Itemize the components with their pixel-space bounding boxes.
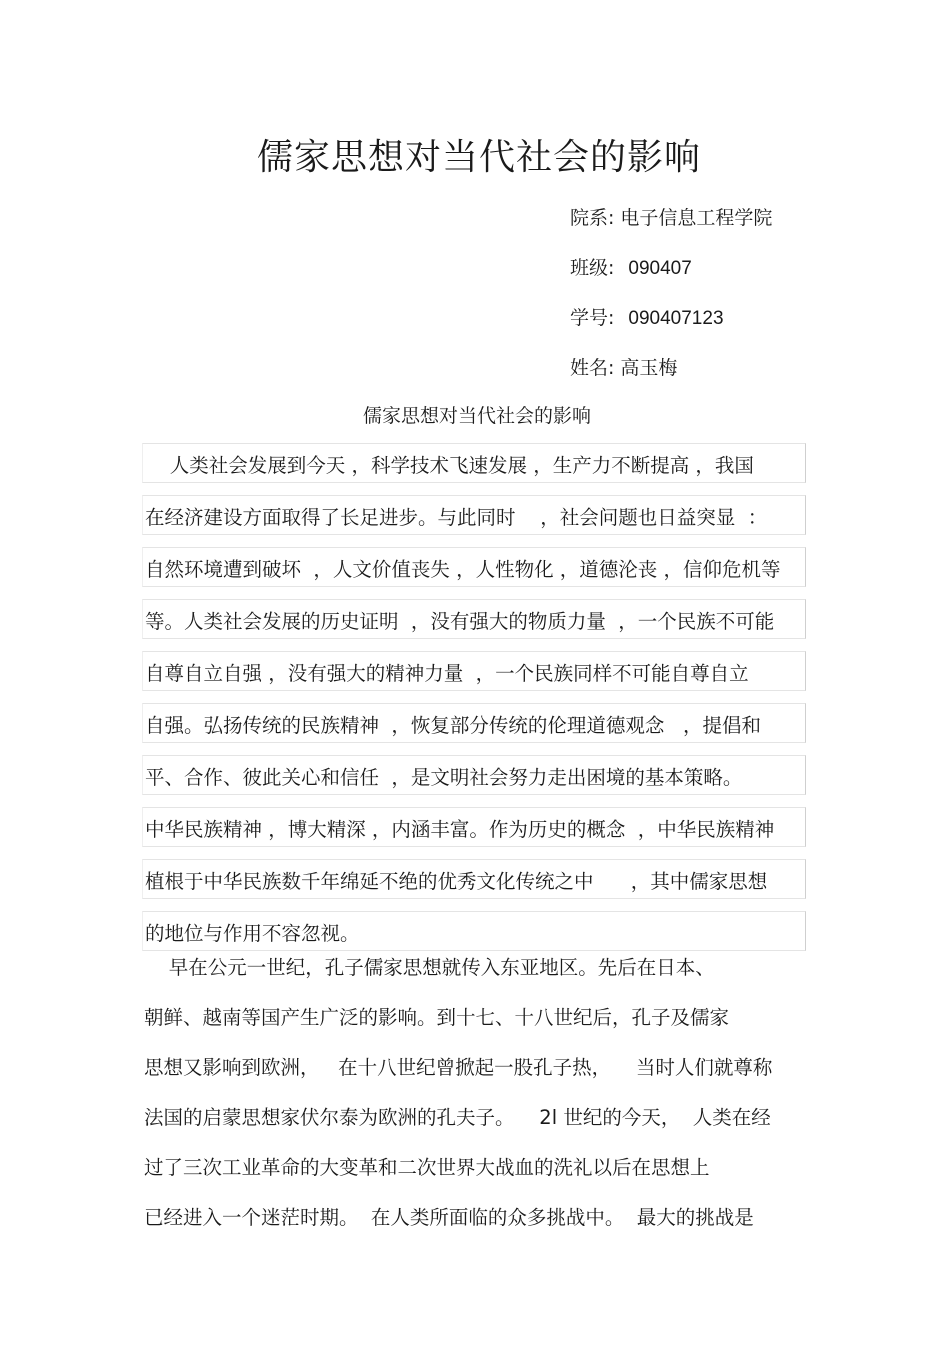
text-line: 中华民族精神 ，博大精深 ，内涵丰富。作为历史的概念 ，中华民族精神 <box>142 807 806 847</box>
document-title: 儒家思想对当代社会的影响 <box>256 137 701 178</box>
info-label: 学号: <box>570 307 615 329</box>
info-label: 姓名: <box>570 357 615 379</box>
text-line: 在经济建设方面取得了长足进步。与此同时 ，社会问题也日益突显 ： <box>142 495 806 535</box>
text-line: 朝鲜、越南等国产生广泛的影响。到十七、十八世纪后，孔子及儒家 <box>144 1006 730 1029</box>
info-value: 高玉梅 <box>620 357 678 379</box>
info-row-name <box>570 345 772 395</box>
article-subtitle: 儒家思想对当代社会的影响 <box>362 405 591 427</box>
student-info <box>570 195 772 395</box>
text-line: 人类社会发展到今天 ，科学技术飞速发展 ，生产力不断提高 ，我国 <box>142 443 806 483</box>
info-value: 090407 <box>628 258 692 279</box>
text-line: 早在公元一世纪，孔子儒家思想就传入东亚地区。先后在日本、 <box>144 956 715 979</box>
text-line: 已经进入一个迷茫时期。 在人类所面临的众多挑战中。 最大的挑战是 <box>144 1206 754 1229</box>
info-row-student-id <box>570 295 772 345</box>
paragraph-1 <box>142 443 806 963</box>
text-line: 等。人类社会发展的历史证明 ，没有强大的物质力量 ，一个民族不可能 <box>142 599 806 639</box>
info-label: 院系: <box>570 207 615 229</box>
paragraph-2 <box>144 945 814 1245</box>
info-value: 090407123 <box>628 308 724 329</box>
text-line: 过了三次工业革命的大变革和二次世界大战血的洗礼以后在思想上 <box>144 1156 710 1179</box>
info-row-department <box>570 195 772 245</box>
text-line: 植根于中华民族数千年绵延不绝的优秀文化传统之中 ，其中儒家思想 <box>142 859 806 899</box>
text-line: 平、合作、彼此关心和信任 ，是文明社会努力走出困境的基本策略。 <box>142 755 806 795</box>
text-line: 自然环境遭到破坏 ，人文价值丧失 ，人性物化 ，道德沦丧 ，信仰危机等 <box>142 547 806 587</box>
info-row-class <box>570 245 772 295</box>
text-line: 自尊自立自强 ，没有强大的精神力量 ，一个民族同样不可能自尊自立 <box>142 651 806 691</box>
text-line: 的地位与作用不容忽视。 <box>142 911 806 951</box>
text-line: 思想又影响到欧洲， 在十八世纪曾掀起一股孔子热， 当时人们就尊称 <box>144 1056 773 1079</box>
text-line: 法国的启蒙思想家伏尔泰为欧洲的孔夫子。 2l 世纪的今天， 人类在经 <box>144 1106 771 1129</box>
text-line: 自强。弘扬传统的民族精神 ，恢复部分传统的伦理道德观念 ，提倡和 <box>142 703 806 743</box>
info-label: 班级: <box>570 257 615 279</box>
info-value: 电子信息工程学院 <box>620 207 773 229</box>
